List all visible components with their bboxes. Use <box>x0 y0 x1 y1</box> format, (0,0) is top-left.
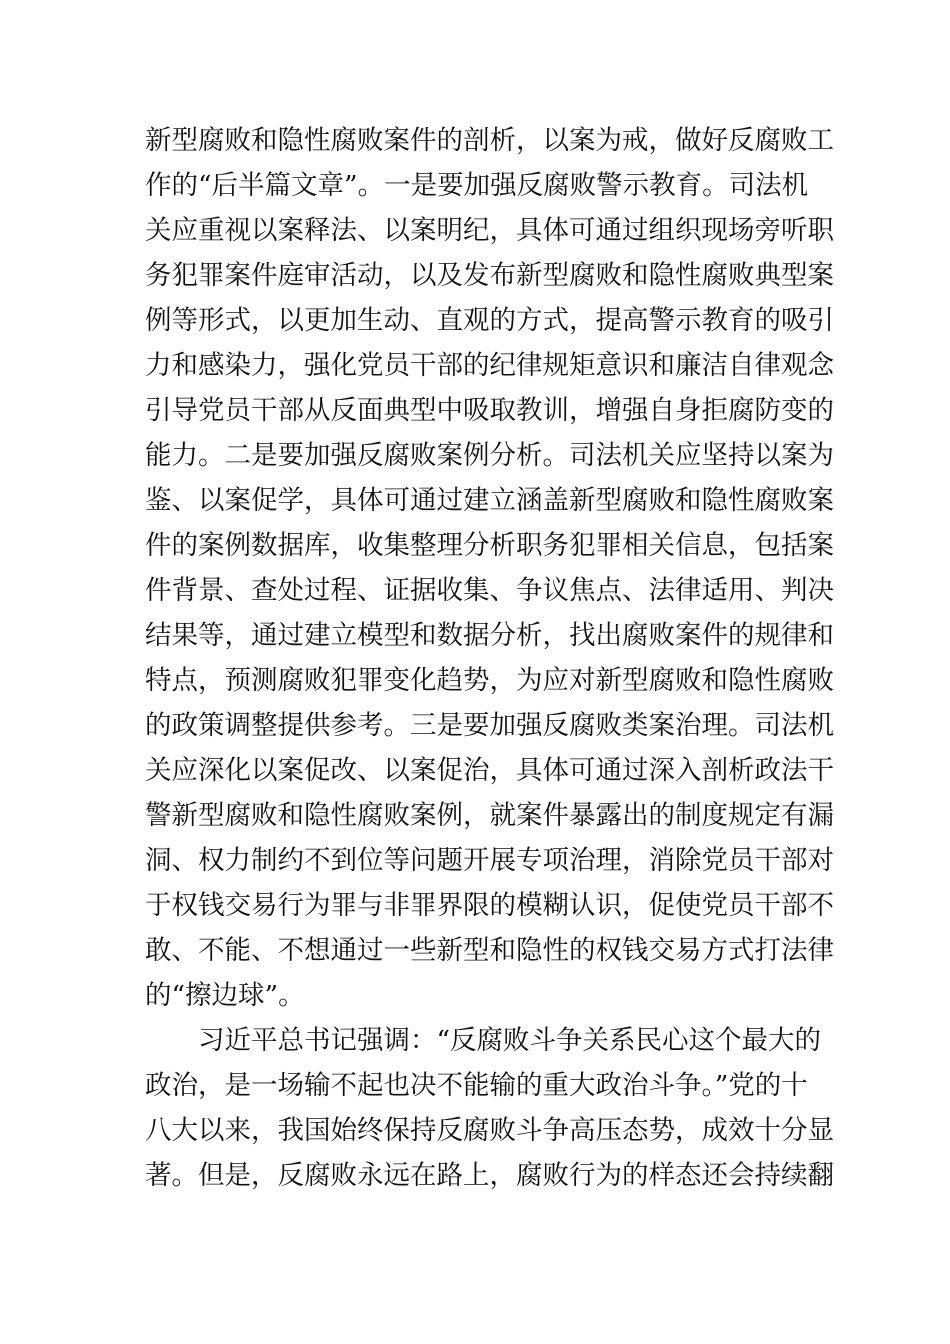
text-line: 力和感染力，强化党员干部的纪律规矩意识和廉洁自律观念 <box>145 350 834 381</box>
text-line: 特点，预测腐败犯罪变化趋势，为应对新型腐败和隐性腐败 <box>145 665 834 696</box>
text-line: 八大以来，我国始终保持反腐败斗争高压态势，成效十分显 <box>145 1115 834 1146</box>
text-line: 务犯罪案件庭审活动，以及发布新型腐败和隐性腐败典型案 <box>145 260 834 291</box>
text-line: 于权钱交易行为罪与非罪界限的模糊认识，促使党员干部不 <box>145 890 834 921</box>
text-line: 关应重视以案释法、以案明纪，具体可通过组织现场旁听职 <box>145 215 834 246</box>
text-line: 的“擦边球”。 <box>145 980 305 1011</box>
text-line: 鉴、以案促学，具体可通过建立涵盖新型腐败和隐性腐败案 <box>145 485 834 516</box>
text-line: 件的案例数据库，收集整理分析职务犯罪相关信息，包括案 <box>145 530 834 561</box>
text-line: 件背景、查处过程、证据收集、争议焦点、法律适用、判决 <box>145 575 834 606</box>
text-line: 能力。二是要加强反腐败案例分析。司法机关应坚持以案为 <box>145 440 834 471</box>
text-line: 例等形式，以更加生动、直观的方式，提高警示教育的吸引 <box>145 305 834 336</box>
text-line: 著。但是，反腐败永远在路上，腐败行为的样态还会持续翻 <box>145 1160 834 1191</box>
text-line: 敢、不能、不想通过一些新型和隐性的权钱交易方式打法律 <box>145 935 834 966</box>
text-line: 作的“后半篇文章”。一是要加强反腐败警示教育。司法机 <box>145 170 809 201</box>
text-line: 引导党员干部从反面典型中吸取教训，增强自身拒腐防变的 <box>145 395 834 426</box>
paragraph-first-line: 习近平总书记强调：“反腐败斗争关系民心这个最大的 <box>198 1025 822 1056</box>
text-line: 警新型腐败和隐性腐败案例，就案件暴露出的制度规定有漏 <box>145 800 834 831</box>
text-line: 关应深化以案促改、以案促治，具体可通过深入剖析政法干 <box>145 755 834 786</box>
text-line: 的政策调整提供参考。三是要加强反腐败类案治理。司法机 <box>145 710 834 741</box>
text-line: 结果等，通过建立模型和数据分析，找出腐败案件的规律和 <box>145 620 834 651</box>
text-line: 洞、权力制约不到位等问题开展专项治理，消除党员干部对 <box>145 845 834 876</box>
text-line: 政治，是一场输不起也决不能输的重大政治斗争。”党的十 <box>145 1070 808 1101</box>
text-line: 新型腐败和隐性腐败案件的剖析，以案为戒，做好反腐败工 <box>145 125 834 156</box>
